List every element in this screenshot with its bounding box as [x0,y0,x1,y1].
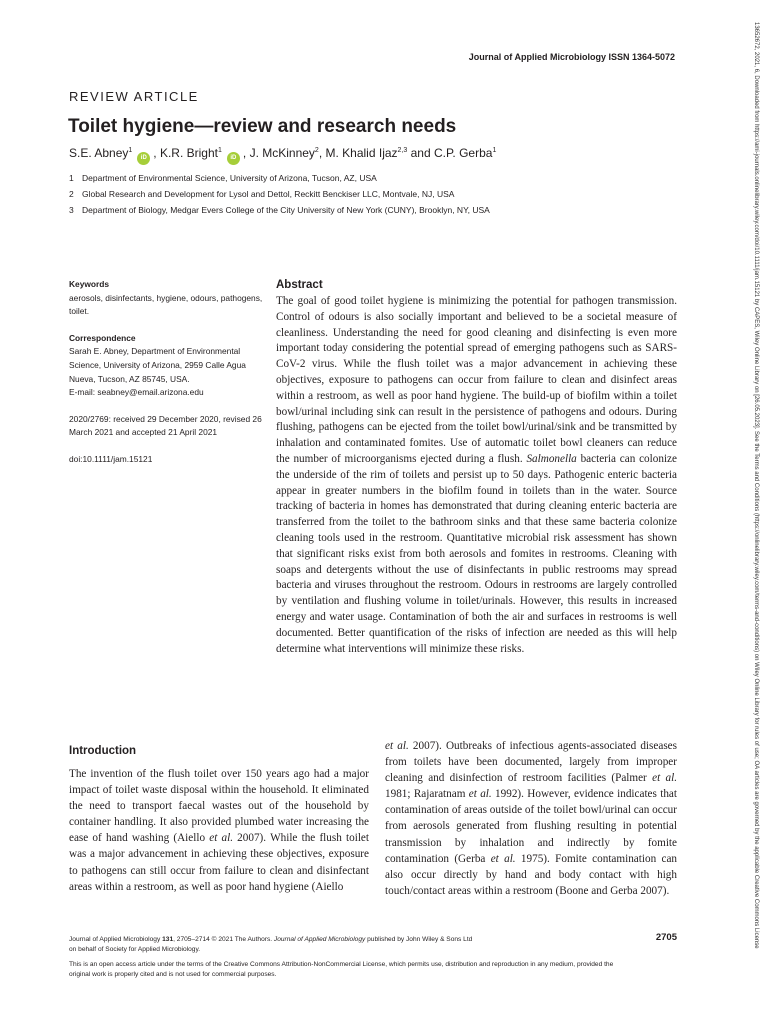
footer-text-run: 131 [162,936,174,943]
page-number: 2705 [655,932,677,943]
body-column-right [385,738,677,899]
footer-society-line: on behalf of Society for Applied Microbiology. [69,945,201,953]
footer-text-run: Journal of Applied Microbiology [273,936,366,943]
doi-link[interactable]: doi:10.1111/jam.15121 [69,453,153,464]
abstract-text [276,294,677,657]
intro-text-run: et al. [209,832,233,845]
introduction-text-left [69,766,369,895]
paper-title: Toilet hygiene—review and research needs [68,116,457,137]
keywords-text: aerosols, disinfectants, hygiene, odours, pathogens, toilet. [69,292,263,317]
correspondence-block [69,332,269,400]
footer-citation-line [69,935,645,945]
affiliation-text: Department of Environmental Science, University of Arizona, Tucson, AZ, USA [82,173,377,183]
intro-text-run: et al. [490,852,516,865]
correspondence-address: Sarah E. Abney, Department of Environmental Science, University of Arizona, 2959 Calle Agua Nueva, Tucson, AZ 85745, USA. [69,346,246,384]
abstract-text-part1: The goal of good toilet hygiene is minimizing the potential for pathogen transmission. Control of odours is also socially important and believed to be a societal measure of cleanliness. Understanding the need for good cleaning and disinfecting is even more important today considering the potential spread of emerging pathogens such as SARS-CoV-2 virus. While the flush toilet was a major advancement in achieving these objectives, exposure to pathogens can occur from failure to clean and disinfect areas within a restroom, as well as poor hand hygiene. The build-up of biofilm within a toilet bowl/urinal including sink can result in the persistence of pathogens and odours. During flushing, pathogens can be ejected from the toilet bowl/urinal/sink and be transmitted by inhalation and contaminated fomites. Use of automatic toilet bowl cleaners can reduce the number of microorganisms ejected during a flush. [276,295,677,465]
author-affiliation-mark: 1 [128,147,133,154]
abstract-heading: Abstract [276,279,323,291]
affiliation-number: 3 [69,205,74,215]
correspondence-heading: Correspondence [69,332,136,343]
author-list [69,146,496,165]
intro-text-run: 1992). However, evidence indicates that contamination of areas outside of the toilet bowl/urinal can occur from aerosols generated from flushing resulting in potential transmission by inhalation and indirectly by fomite contamination (Gerba [385,788,678,865]
author-name: M. Khalid Ijaz [325,146,398,160]
author-separator: , [318,146,326,160]
author-affiliation-mark: 1 [492,147,497,154]
abstract-section [276,279,677,657]
affiliation-item [69,170,490,186]
affiliation-text: Global Research and Development for Lysol and Dettol, Reckitt Benckiser LLC, Montvale, NJ, USA [82,189,455,199]
intro-text-run: 1975). Fomite contamination can also occur directly by hand and body contact with high touch/contact areas within a restroom (Boone and Gerba 2007). [385,852,678,897]
author-separator: , [153,146,160,160]
author-name: C.P. Gerba [433,146,493,160]
orcid-icon[interactable]: iD [137,152,150,165]
author-affiliation-mark: 1 [217,147,222,154]
affiliation-item [69,202,490,218]
intro-text-run: 1981; Rajaratnam [385,788,469,801]
intro-text-run: et al. [652,772,677,785]
author-name: S.E. Abney [69,146,129,160]
body-column-left [69,745,369,895]
intro-text-run: et al. [468,788,492,801]
abstract-italic-term: Salmonella [526,452,577,465]
author-separator: , [242,146,250,160]
author-separator: and [407,146,434,160]
keywords-block [69,278,269,319]
author-name: K.R. Bright [159,146,218,160]
keywords-heading: Keywords [69,279,110,289]
introduction-heading: Introduction [69,745,137,757]
introduction-text-right [385,738,677,899]
abstract-text-part2: bacteria can colonize the underside of the rim of toilets and persist up to 50 days. Pathogenic enteric bacteria appear in greater numbers in the biofilm found in toilets than in the water. Source tracking of bacteria in homes has demonstrated that during cleaning enteric bacteria are transferred from the toilet to the bathroom sinks and that these same bacteria colonize cleaning tools used in the restroom. Quantitative microbial risk assessment has shown that significant risks exist from both aerosols and fomites in restrooms. Cleaning with soaps and detergents without the use of disinfectants in public restrooms may spread bacteria and viruses throughout the restroom. Odours in restrooms are largely controlled by ventilation and flushing volume in toilet/urinals. However, this results in increased energy and water usage. Contamination of both the air and surfaces in restrooms is well documented. Better quantification of the risks of infection are needed as this will help determine what interventions will minimize these risks. [276,452,677,655]
author-affiliation-mark: 2,3 [397,147,408,154]
affiliation-item [69,186,490,202]
intro-text-run: 2007). Outbreaks of infectious agents-associated diseases from toilets have been documented, largely from improper cleaning and disinfection of restroom facilities (Palmer [385,740,677,785]
download-side-note: 13652672, 2021, 6, Downloaded from https://ami-journals.onlinelibrary.wiley.com/doi/10.1111/jam.15121 by CAPES, Wiley Online Library on [26.05.2023]. See the Terms and Conditions (https://onlinelibrary.wiley.com/terms-and-conditions) on Wiley Online Library for rules of use; OA articles are governed by the applicable Creative Commons License [753,22,759,949]
orcid-icon[interactable]: iD [227,152,240,165]
affiliation-number: 1 [69,173,74,183]
footer-text-run: Journal of Applied Microbiology [69,936,163,943]
article-type-label: REVIEW ARTICLE [69,89,199,104]
affiliation-text: Department of Biology, Medgar Evers College of the City University of New York (CUNY), Brooklyn, NY, USA [82,205,490,215]
article-history: 2020/2769: received 29 December 2020, revised 26 March 2021 and accepted 21 April 2021 [69,413,262,438]
intro-text-run: 2007). While the flush toilet was a major advancement in achieving these objectives, exposure to pathogens can still occur from failure to clean and disinfectant areas within a restroom, as well as poor hand hygiene (Aiello [69,832,369,893]
footer-citation [69,935,645,954]
footer-text-run: , 2705–2714 © 2021 The Authors. [173,936,274,943]
author-name: J. McKinney [249,146,315,160]
affiliation-list [69,170,490,218]
affiliation-number: 2 [69,189,74,199]
correspondence-email[interactable]: E-mail: seabney@email.arizona.edu [69,387,204,398]
footer-license: This is an open access article under the terms of the Creative Commons Attribution-NonCommercial License, which permits use, distribution and reproduction in any medium, provided the original work is properly cited and is not used for commercial purposes. [69,961,614,978]
intro-text-run: The invention of the flush toilet over 150 years ago had a major impact of toilet waste disposal within the household. It eliminated the need to transport faecal wastes out of the household by container handling. It also provided plumbed water increasing the ease of hand washing (Aiello [69,768,369,845]
intro-text-run: et al. [385,740,409,752]
journal-header: Journal of Applied Microbiology ISSN 1364-5072 [468,52,675,62]
author-affiliation-mark: 2 [314,147,319,154]
article-info-sidebar [69,278,269,480]
footer-text-run: published by John Wiley & Sons Ltd [365,936,473,943]
